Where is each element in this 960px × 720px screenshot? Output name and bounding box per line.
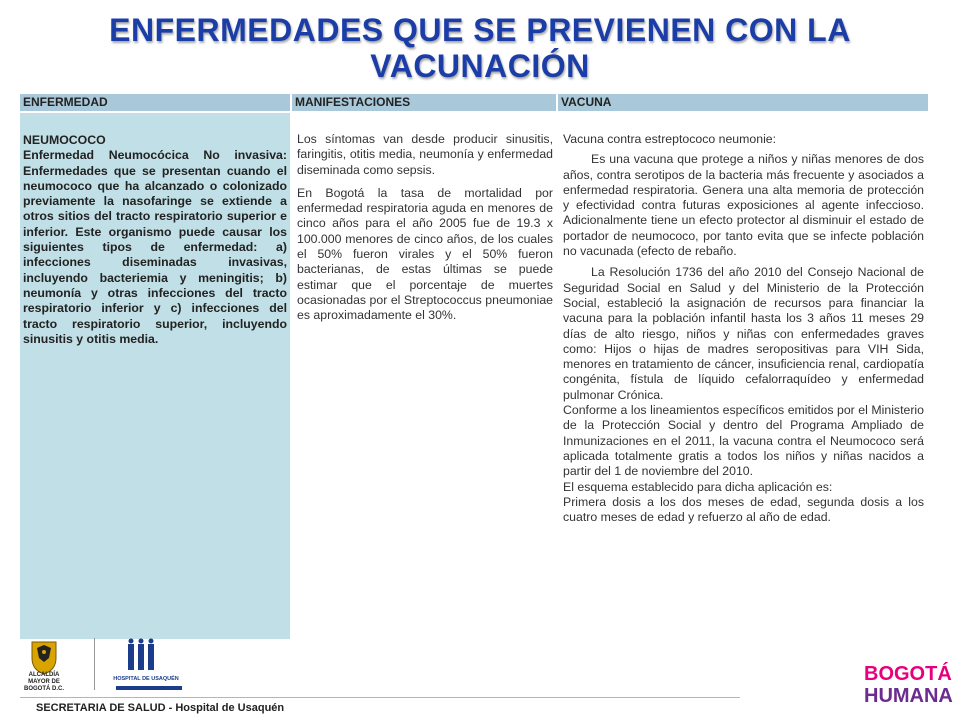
footer-text: SECRETARIA DE SALUD - Hospital de Usaquén: [36, 702, 285, 714]
cell-manifestaciones: [292, 113, 556, 639]
header-vacuna: VACUNA: [558, 94, 928, 111]
bogota-logo-bottom-text: HUMANA: [864, 685, 953, 707]
hospital-logo-icon: [106, 638, 196, 692]
cell-enfermedad: [20, 113, 290, 639]
header-manifestaciones: MANIFESTACIONES: [292, 94, 556, 111]
table-header-row: [20, 94, 928, 111]
slide-title: ENFERMEDADES QUE SE PREVIENEN CON LA VACUNACIÓN: [109, 12, 851, 84]
manifestaciones-paragraph-1: Los síntomas van desde producir sinusitis, faringitis, otitis media, neumonía y enfermedad diseminada como sepsis.: [297, 132, 553, 177]
logo-divider: [94, 638, 95, 690]
vacuna-paragraph-3: La Resolución 1736 del año 2010 del Consejo Nacional de Seguridad Social en Salud y del Ministerio de la Protección Social, estableció la asignación de recursos para financiar la vacuna para la población infantil hasta los 3 años 11 meses 29 días de alto riesgo, niños y niñas con enfermedades graves como: Hijos o hijas de madres seropositivas para VIH Sida, menores en tratamiento de cáncer, insuficiencia renal, cardiopatía congénita, fístula de líquido cefalorraquídeo y enfermedad pulmonar Crónica.: [563, 265, 924, 402]
disease-name: NEUMOCOCO: [23, 133, 106, 147]
bogota-humana-logo: [862, 658, 953, 708]
vacuna-paragraph-1: Vacuna contra estreptococo neumonie:: [563, 132, 777, 146]
vacuna-paragraph-2: Es una vacuna que protege a niños y niñas menores de dos años, contra serotipos de la bacteria más frecuente y asociados a enfermedad respiratoria. Genera una alta memoria de protección y efectividad contra futuras exposiciones al agente infeccioso. Adicionalmente tiene un efecto protector al disminuir el estado de portador de neumococo, por tanto evita que se infecte población no vacunada (efecto de rebaño.: [563, 152, 924, 259]
vacuna-paragraph-5: El esquema establecido para dicha aplicación es:: [563, 479, 833, 494]
disease-description: Enfermedad Neumocócica No invasiva: Enfermedades que se presentan cuando el neumococo que ha alcanzado o colonizado previamente la nasofaringe se extiende a otros sitios del tracto respiratorio superior e inferior. Este organismo puede causar los siguientes tipos de enfermedad: a) infecciones diseminadas invasivas, incluyendo bacteriemia y meningitis; b) neumonía y otras infecciones del tracto respiratorio inferior y c) infecciones del tracto respiratorio superior, incluyendo sinusitis y otitis media.: [23, 148, 287, 346]
vacuna-paragraph-6: Primera dosis a los dos meses de edad, segunda dosis a los cuatro meses de edad y refuerzo al año de edad.: [563, 494, 924, 525]
cell-vacuna: [558, 113, 928, 639]
manifestaciones-paragraph-2: En Bogotá la tasa de mortalidad por enfermedad respiratoria aguda en menores de cinco años para el año 2005 fue de 19.3 x 100.000 menores de cinco años, de los cuales el 50% fueron virales y el 50% fueron bacterianas, de estas últimas se puede estimar que el porcentaje de muertes ocasionadas por el Streptococcus pneumoniae es aproximadamente el 30%.: [297, 185, 553, 323]
bogota-logo-top-text: BOGOTÁ: [864, 663, 952, 685]
hospital-label: HOSPITAL DE USAQUÉN: [113, 676, 179, 682]
vacuna-paragraph-4: Conforme a los lineamientos específicos emitidos por el Ministerio de la Protección Social y dentro del Programa Ampliado de Inmunizaciones en el 2011, la vacuna contra el Neumococo será aplicada totalmente gratis a todos los niños y niñas nacidos a partir del 1 de noviembre del 2010.: [563, 403, 924, 479]
header-enfermedad: ENFERMEDAD: [20, 94, 290, 111]
footer-divider: [20, 697, 740, 698]
alcaldia-label: ALCALDÍA MAYOR DE BOGOTÁ D.C.: [24, 672, 64, 692]
vaccine-table: [20, 94, 928, 639]
